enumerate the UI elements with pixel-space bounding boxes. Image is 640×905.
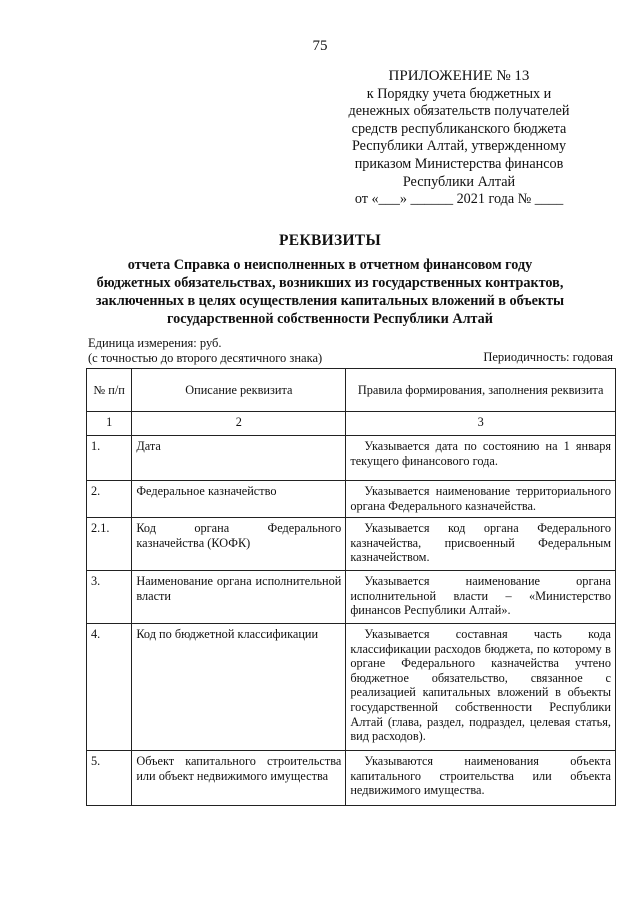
subtitle-line: государственной собственности Республики Алтай [167,311,493,327]
row-number: 2. [87,481,132,518]
table-row [87,481,616,518]
index-cell: 1 [87,412,132,436]
appendix-title: ПРИЛОЖЕНИЕ № 13 [388,68,530,84]
header-number: № п/п [87,369,132,412]
document-title-block [60,232,600,328]
row-description: Код по бюджетной классификации [132,624,346,751]
row-rules: Указывается наименование органа исполнительной власти – «Министерство финансов Республики Алтай». [346,571,616,624]
row-rules: Указывается наименование территориального органа Федерального казначейства. [346,481,616,518]
document-subtitle [60,256,600,328]
table-row [87,436,616,481]
index-cell: 2 [132,412,346,436]
index-cell: 3 [346,412,616,436]
appendix-line: к Порядку учета бюджетных и [366,85,552,102]
row-rules: Указывается дата по состоянию на 1 января текущего финансового года. [346,436,616,481]
subtitle-line: отчета Справка о неисполненных в отчетном финансовом году [127,257,533,273]
requisites-table [86,368,616,806]
table-row [87,571,616,624]
row-description: Дата [132,436,346,481]
table-row [87,624,616,751]
page-number: 75 [312,38,328,54]
row-rules: Указываются наименования объекта капитального строительства или объекта недвижимого имущества. [346,751,616,806]
row-rules: Указывается код органа Федерального казначейства, присвоенный Федеральным казначейством. [346,518,616,571]
subtitle-line: заключенных в целях осуществления капитальных вложений в объекты [95,293,565,309]
appendix-line: Республики Алтай [402,173,516,190]
row-number: 5. [87,751,132,806]
table-index-row [87,412,616,436]
subtitle-line: бюджетных обязательствах, возникших из государственных контрактов, [96,275,564,291]
table-row [87,518,616,571]
header-description: Описание реквизита [132,369,346,412]
appendix-line: Республики Алтай, утвержденному [351,138,567,155]
appendix-heading [330,68,588,209]
document-title: РЕКВИЗИТЫ [279,232,381,249]
row-description: Код органа Федерального казначейства (КОФК) [132,518,346,571]
row-rules: Указывается составная часть кода классификации расходов бюджета, по которому в органе Федерального казначейства учтено бюджетное обязательство, связанное с реализацией капитальных вложений в объекты государственной собственности Республики Алтай (глава, раздел, подраздел, целевая статья, вид расходов). [346,624,616,751]
row-number: 3. [87,571,132,624]
row-description: Федеральное казначейство [132,481,346,518]
appendix-line: приказом Министерства финансов [354,155,564,172]
row-number: 4. [87,624,132,751]
appendix-line: средств республиканского бюджета [351,120,567,137]
precision-note: (с точностью до второго десятичного знака) [88,350,323,365]
row-description: Объект капитального строительства или объект недвижимого имущества [132,751,346,806]
row-description: Наименование органа исполнительной власти [132,571,346,624]
row-number: 1. [87,436,132,481]
appendix-date-line: от «___» ______ 2021 года № ____ [354,191,564,208]
table-row [87,751,616,806]
units-note [88,336,322,365]
table-header-row [87,369,616,412]
row-number: 2.1. [87,518,132,571]
periodicity-label: Периодичность: годовая [483,350,613,364]
header-rules: Правила формирования, заполнения реквизита [346,369,616,412]
appendix-line: денежных обязательств получателей [348,103,570,120]
units-label: Единица измерения: руб. [88,336,222,350]
